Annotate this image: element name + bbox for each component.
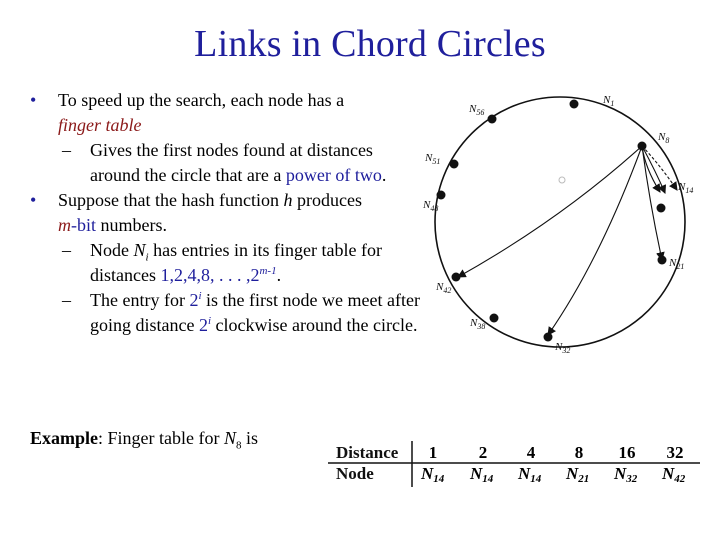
finger-table	[328, 441, 700, 487]
example-tail: is	[241, 428, 259, 448]
bullet-dot-icon: •	[30, 190, 37, 210]
node-dot-n51	[450, 160, 459, 169]
bullet-2-sub-1-mid: has entries in its finger table for distances	[90, 240, 383, 285]
distance-cell: 4	[526, 443, 536, 462]
exponent: i	[198, 290, 202, 302]
node-label-n48: $N_{48}$	[423, 199, 439, 213]
node-dot-n56	[488, 115, 497, 124]
distance-cell: 16	[618, 443, 636, 462]
bullet-2-text: Suppose that the hash function	[58, 190, 284, 210]
arrow-to-n32	[548, 146, 642, 335]
node-symbol: N	[133, 240, 146, 260]
distance-header: Distance	[336, 443, 399, 462]
bullet-2-sub-2-pre: The entry for	[90, 290, 190, 310]
bullet-2-sub-2-mid: is the first node we meet after going distance	[90, 290, 420, 335]
distances-list: 1,2,4,8, . . . ,2	[160, 265, 260, 285]
finger-table-term: finger table	[58, 115, 142, 135]
slide-title: Links in Chord Circles	[194, 23, 546, 65]
node-dots	[437, 100, 670, 342]
dash-icon: –	[62, 240, 71, 260]
bullet-2-numbers: numbers.	[96, 215, 167, 235]
node-dot-n21	[658, 256, 667, 265]
bullet-2-text-post: produces	[292, 190, 362, 210]
node-labels	[422, 94, 693, 355]
node-dot-n8	[638, 142, 647, 151]
node-label-n8: $N_8$	[658, 131, 670, 145]
node-dot-n42	[452, 273, 461, 282]
node-dot-n32	[544, 333, 553, 342]
bullet-2-sub-1-pre: Node	[90, 240, 134, 260]
node-label-n32: $N_{32}$	[555, 341, 571, 355]
bullet-dot-icon: •	[30, 90, 37, 110]
exponent: i	[207, 315, 212, 327]
example-node-sub: 8	[236, 439, 242, 452]
example-label: Example	[30, 428, 99, 448]
dash-icon: –	[62, 140, 71, 160]
center-mark-icon	[559, 177, 565, 183]
period: .	[276, 265, 282, 285]
node-label-n51: $N_{51}$	[425, 152, 441, 166]
example-text: : Finger table for	[98, 428, 224, 448]
distance-cell: 1	[428, 443, 438, 462]
base-two: 2	[198, 315, 208, 335]
node-index: i	[145, 251, 149, 264]
node-label-n42: $N_{42}$	[436, 281, 452, 295]
arrow-to-n42	[458, 146, 642, 277]
distance-cell: 8	[574, 443, 584, 462]
power-of-two-term: power of two	[285, 165, 382, 185]
node-dot-n38	[490, 314, 499, 323]
node-cell: N14	[470, 464, 494, 485]
finger-arrows	[458, 146, 677, 335]
node-label-n21: $N_{21}$	[669, 257, 685, 271]
bullet-1-sub-1-text: Gives the first nodes found at distances around the circle that are a	[90, 140, 373, 185]
node-label-n38: $N_{38}$	[470, 317, 486, 331]
exponent: m-1	[259, 265, 277, 277]
base-two: 2	[189, 290, 199, 310]
example-node: N	[223, 428, 236, 448]
node-dot-n48	[437, 191, 446, 200]
distance-cell: 2	[478, 443, 488, 462]
node-cell: N14	[518, 464, 542, 485]
node-label-n56: $N_{56}$	[469, 103, 485, 117]
distance-cell: 32	[666, 443, 684, 462]
node-cell: N42	[662, 464, 686, 485]
node-label-n14: $N_{14}$	[678, 181, 694, 195]
node-header: Node	[336, 464, 374, 483]
hash-function-symbol: h	[283, 190, 293, 210]
m-symbol: m	[58, 215, 71, 235]
node-cell: N21	[566, 464, 590, 485]
period: .	[381, 165, 387, 185]
chord-ring	[435, 97, 685, 347]
arrow-to-n14c	[642, 146, 660, 192]
node-cell: N14	[421, 464, 445, 485]
bullet-1-text: To speed up the search, each node has a	[58, 90, 345, 110]
arrow-to-n21	[642, 146, 662, 260]
node-label-n1: $N_1$	[603, 94, 615, 108]
bullet-2-sub-2-end: clockwise around the circle.	[211, 315, 418, 335]
bit-term: -bit	[71, 215, 96, 235]
node-cell: N32	[614, 464, 638, 485]
dash-icon: –	[62, 290, 71, 310]
node-dot-n1	[570, 100, 579, 109]
node-dot-n14	[657, 204, 666, 213]
